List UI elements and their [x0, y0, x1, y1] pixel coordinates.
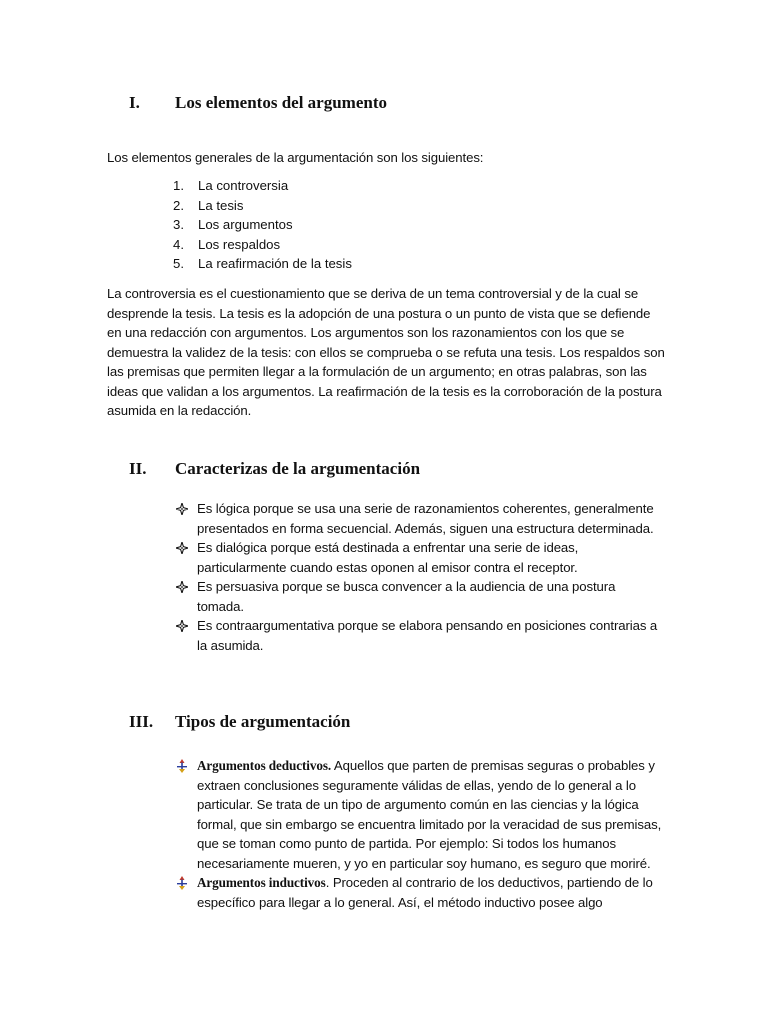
section-number: III.	[129, 712, 154, 731]
section-title: Los elementos del argumento	[175, 93, 388, 112]
four-arrow-bullet-icon	[175, 873, 189, 892]
diamond-bullet-icon	[175, 499, 189, 518]
list-item	[173, 176, 352, 196]
list-text: . Proceden al contrario de los deductivos, partiendo de lo específico para llegar a lo general. Así, el método inductivo posee algo	[197, 875, 653, 910]
list-item	[173, 538, 663, 577]
list-item	[173, 756, 663, 873]
list-text: Es dialógica porque está destinada a enfrentar una serie de ideas, particularmente cuando estas oponen al emisor contra el receptor.	[197, 540, 579, 575]
diamond-bullet-icon	[175, 577, 189, 596]
list-text: Es persuasiva porque se busca convencer a la audiencia de una postura tomada.	[197, 579, 616, 614]
elements-list	[173, 176, 352, 274]
list-number: 4.	[173, 236, 184, 252]
list-number: 2.	[173, 197, 184, 213]
section-heading-1	[129, 93, 387, 113]
list-item	[173, 873, 663, 912]
section-heading-2	[129, 459, 420, 479]
section-title: Caracterizas de la argumentación	[175, 459, 421, 478]
list-text: La tesis	[198, 197, 244, 213]
intro-text: Los elementos generales de la argumentación son los siguientes:	[107, 150, 484, 165]
list-text: Los argumentos	[198, 217, 293, 232]
section-number: II.	[129, 459, 147, 478]
argument-types-list	[173, 756, 663, 912]
list-item	[173, 196, 352, 216]
section-title: Tipos de argumentación	[175, 712, 351, 731]
list-text: La controversia	[198, 178, 289, 193]
list-text: Es contraargumentativa porque se elabora pensando en posiciones contrarias a la asumida.	[197, 618, 658, 653]
list-text: Los respaldos	[198, 236, 281, 252]
list-number: 1.	[173, 178, 184, 193]
list-number: 5.	[173, 256, 184, 271]
list-item	[173, 235, 352, 255]
list-item	[173, 499, 663, 538]
body-paragraph: La controversia es el cuestionamiento que se deriva de un tema controversial y de la cual se desprende la tesis. La tesis es la adopción de una postura o un punto de vista que se defiende en una redacción con argumentos. Los argumentos son los razonamientos con los que se demuestra la validez de la tesis: con ellos se comprueba o se refuta una tesis. Los respaldos son las premisas que permiten llegar a la formulación de un argumento; en otras palabras, son las ideas que validan a los argumentos. La reafirmación de la tesis es la corroboración de la postura asumida en la redacción.	[107, 286, 665, 418]
list-term: Argumentos deductivos.	[197, 758, 332, 773]
characteristics-list	[173, 499, 663, 655]
four-arrow-bullet-icon	[175, 756, 189, 775]
section-heading-3	[129, 712, 350, 732]
diamond-bullet-icon	[175, 616, 189, 635]
list-item	[173, 616, 663, 655]
list-text: Es lógica porque se usa una serie de razonamientos coherentes, generalmente presentados en forma secuencial. Además, siguen una estructura determinada.	[197, 501, 654, 536]
list-text: La reafirmación de la tesis	[198, 256, 352, 271]
list-term: Argumentos inductivos	[197, 875, 326, 890]
section-number: I.	[129, 93, 140, 112]
list-number: 3.	[173, 217, 184, 232]
diamond-bullet-icon	[175, 538, 189, 557]
list-item	[173, 254, 352, 274]
list-item	[173, 215, 352, 235]
list-item	[173, 577, 663, 616]
list-text: Aquellos que parten de premisas seguras o probables y extraen conclusiones seguramente válidas de ellas, yendo de lo general a lo particular. Se trata de un tipo de argumento común en las ciencias y la lógica formal, que sin embargo se encuentra limitado por la veracidad de sus premisas, que se toman como punto de partida. Por ejemplo: Si todos los humanos necesariamente mueren, y yo en particular soy humano, es seguro que moriré.	[197, 758, 662, 871]
